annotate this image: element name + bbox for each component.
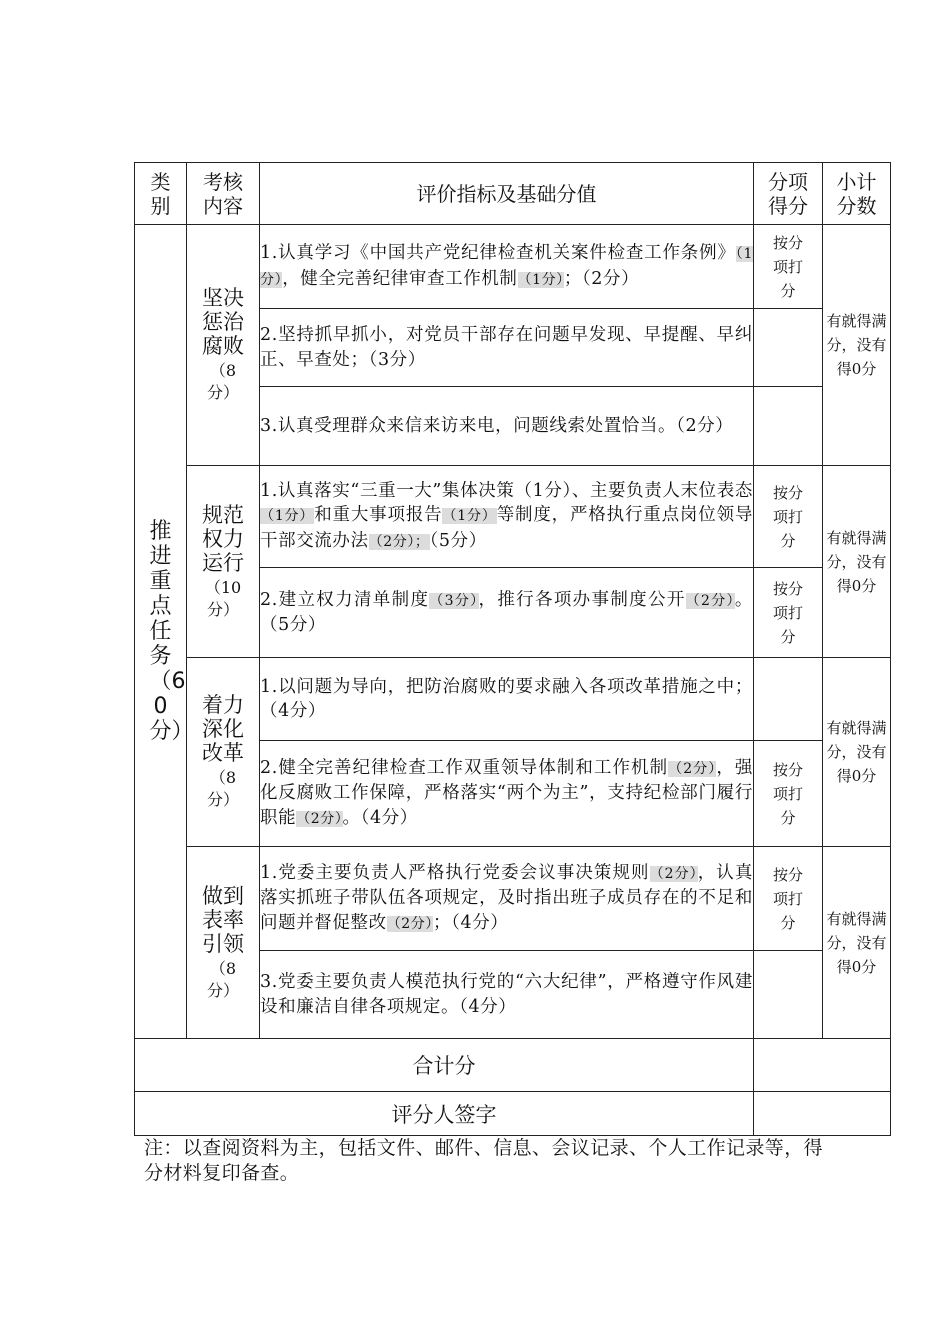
section-title: 坚决惩治腐败 [202,286,244,358]
section-cell [187,466,260,658]
section-cell [187,658,260,847]
total-row [135,1039,891,1092]
section-title: 做到表率引领 [202,883,244,956]
header-criteria: 评价指标及基础分值 [260,163,754,225]
category-label: 推进重点任务（60分） [149,519,194,744]
section-score: （10分） [204,577,242,619]
subtotal-rule: 有就得满分，没有得0分 [823,225,891,466]
footnote: 注：以查阅资料为主，包括文件、邮件、信息、会议记录、个人工作记录等，得分材料复印备查。 [144,1137,824,1184]
total-input[interactable] [754,1039,891,1092]
scoring-method: 按分项打分 [754,568,823,658]
criteria-item: 2.健全完善纪律检查工作双重领导体制和工作机制（2分），强化反腐败工作保障，严格落实“两个为主”，支持纪检部门履行职能（2分）。（4分） [260,741,754,847]
header-item-score: 分项得分 [754,163,823,225]
criteria-item: 3.党委主要负责人模范执行党的“六大纪律”，严格遵守作风建设和廉洁自律各项规定。（4分） [260,951,754,1039]
header-subtotal: 小计分数 [823,163,891,225]
section-title: 着力深化改革 [202,693,244,765]
scoring-method: 按分项打分 [754,466,823,568]
criteria-item: 1.认真学习《中国共产党纪律检查机关案件检查工作条例》（1分），健全完善纪律审查工作机制（1分）；（2分） [260,225,754,309]
scoring-method: 按分项打分 [754,847,823,951]
subtotal-rule: 有就得满分，没有得0分 [823,847,891,1039]
scoring-method [754,309,823,387]
scoring-method [754,658,823,741]
signature-row [135,1092,891,1136]
scoring-method [754,387,823,466]
subtotal-rule: 有就得满分，没有得0分 [823,466,891,658]
header-content: 考核内容 [187,163,260,225]
scoring-method: 按分项打分 [754,225,823,309]
criteria-item: 3.认真受理群众来信来访来电，问题线索处置恰当。（2分） [260,387,754,466]
section-score: （8分） [206,361,239,402]
header-category: 类别 [135,163,187,225]
section-cell [187,847,260,1039]
criteria-item: 2.建立权力清单制度（3分），推行各项办事制度公开（2分）。（5分） [260,568,754,658]
category-cell [135,225,194,1039]
section-title: 规范权力运行 [202,502,244,575]
scoring-method: 按分项打分 [754,741,823,847]
subtotal-rule: 有就得满分，没有得0分 [823,658,891,847]
criteria-item: 1.党委主要负责人严格执行党委会议事决策规则（2分），认真落实抓班子带队伍各项规定，及时指出班子成员存在的不足和问题并督促整改（2分）；（4分） [260,847,754,951]
header-row [135,163,891,225]
total-label: 合计分 [135,1039,754,1092]
signature-label: 评分人签字 [135,1092,754,1136]
scoring-method [754,951,823,1039]
criteria-item: 2.坚持抓早抓小，对党员干部存在问题早发现、早提醒、早纠正、早查处；（3分） [260,309,754,387]
section-cell [187,225,260,466]
criteria-item: 1.认真落实“三重一大”集体决策（1分）、主要负责人末位表态（1分）和重大事项报告（1分）等制度，严格执行重点岗位领导干部交流办法（2分）；（5分） [260,466,754,568]
section-score: （8分） [206,768,239,809]
criteria-item: 1.以问题为导向，把防治腐败的要求融入各项改革措施之中；（4分） [260,658,754,741]
signature-input[interactable] [754,1092,891,1136]
score-table [134,162,891,1136]
section-score: （8分） [206,958,239,1000]
